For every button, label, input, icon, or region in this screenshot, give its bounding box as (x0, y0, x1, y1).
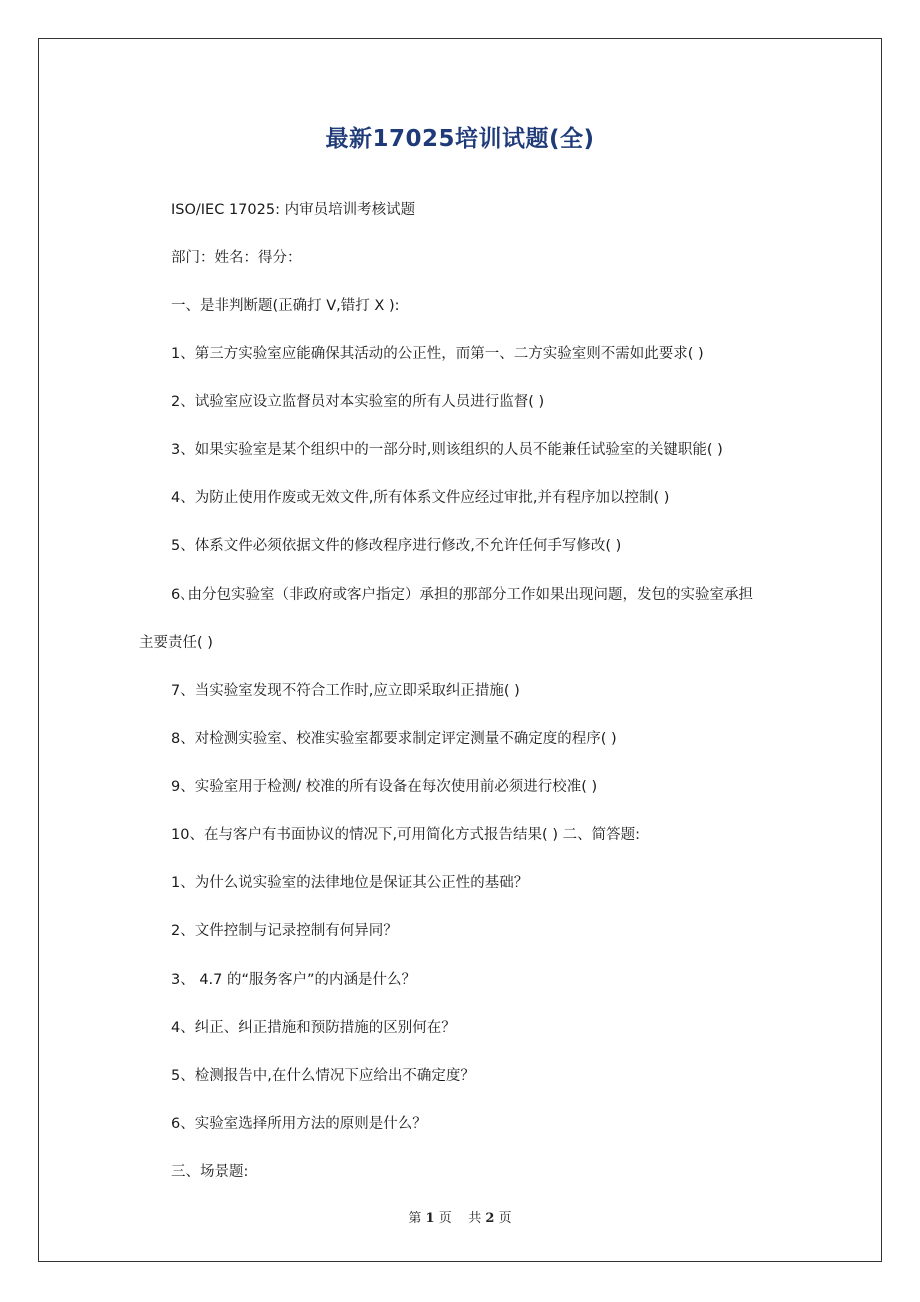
section-heading-3: 三、场景题: (171, 1164, 249, 1180)
footer-page-suffix: 页 (438, 1211, 452, 1226)
question-line: 9、实验室用于检测/ 校准的所有设备在每次使用前必须进行校准( ) (171, 779, 598, 795)
question-line: 4、为防止使用作废或无效文件,所有体系文件应经过审批,并有程序加以控制( ) (171, 490, 670, 506)
short-answer-line: 6、实验室选择所用方法的原则是什么？ (171, 1116, 427, 1132)
question-line: 3、如果实验室是某个组织中的一部分时,则该组织的人员不能兼任试验室的关键职能( ) (171, 442, 723, 458)
footer-page-prefix: 第 (408, 1211, 422, 1226)
footer-total-prefix: 共 (468, 1211, 482, 1226)
short-answer-line: 4、纠正、纠正措施和预防措施的区别何在？ (171, 1020, 456, 1036)
footer-page-current: 1 (425, 1211, 435, 1226)
question-line: 7、当实验室发现不符合工作时,应立即采取纠正措施( ) (171, 683, 520, 699)
question-line: 2、试验室应设立监督员对本实验室的所有人员进行监督( ) (171, 394, 545, 410)
short-answer-line: 5、检测报告中,在什么情况下应给出不确定度？ (171, 1068, 475, 1084)
question-line: 10、在与客户有书面协议的情况下,可用简化方式报告结果( ) 二、简答题: (171, 827, 640, 843)
section-heading-1: 一、是非判断题(正确打 V,错打 X ): (171, 298, 400, 314)
question-line: 5、体系文件必须依据文件的修改程序进行修改,不允许任何手写修改( ) (171, 538, 622, 554)
question-line: 1、第三方实验室应能确保其活动的公正性，而第一、二方实验室则不需如此要求( ) (171, 346, 704, 362)
footer-total-suffix: 页 (498, 1211, 512, 1226)
short-answer-line: 3、 4.7 的“服务客户”的内涵是什么？ (171, 972, 417, 988)
info-line: 部门：姓名：得分： (171, 250, 302, 266)
document-title: 最新17025培训试题(全) (325, 126, 595, 152)
question-line-continued: 主要责任( ) (139, 635, 213, 651)
short-answer-line: 2、文件控制与记录控制有何异同？ (171, 923, 398, 939)
page-footer (0, 1207, 920, 1226)
footer-page-total: 2 (485, 1211, 495, 1226)
question-line: 6､由分包实验室（非政府或客户指定）承担的那部分工作如果出现问题，发包的实验室承担 (171, 587, 753, 603)
question-line: 8、对检测实验室、校准实验室都要求制定评定测量不确定度的程序( ) (171, 731, 617, 747)
short-answer-line: 1、为什么说实验室的法律地位是保证其公正性的基础？ (171, 875, 529, 891)
subtitle-line: ISO/IEC 17025: 内审员培训考核试题 (171, 202, 416, 218)
